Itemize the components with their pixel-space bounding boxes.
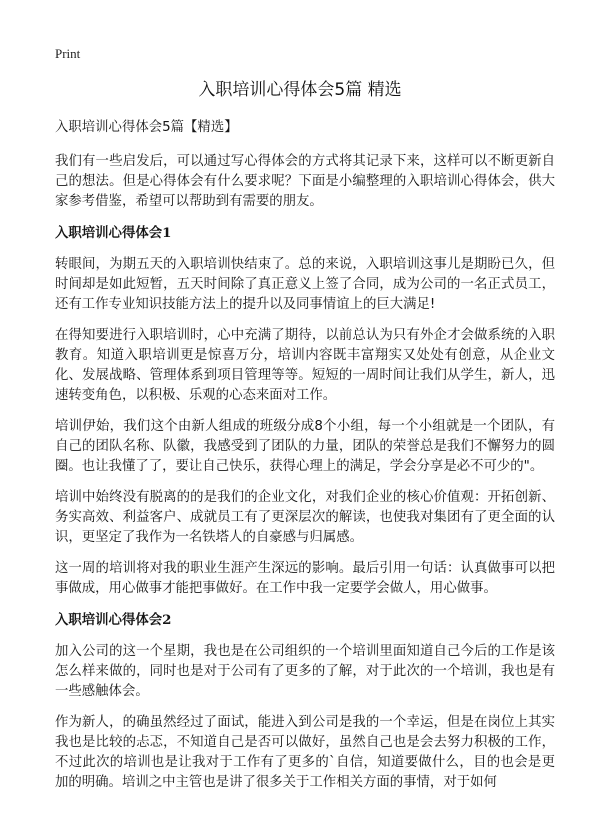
section-1-paragraph: 培训伊始，我们这个由新人组成的班级分成8个小组，每一个小组就是一个团队，有自己的团队名称、队徽，我感受到了团队的力量，团队的荣誉总是我们不懈努力的圆圈。也让我懂了了，要让自己快乐，获得心理上的满足，学会分享是必不可少的"。 [55, 419, 555, 474]
section-1-paragraph: 转眼间，为期五天的入职培训快结束了。总的来说，入职培训这事儿是期盼已久，但时间却是如此短暂，五天时间除了真正意义上签了合同，成为公司的一名正式员工，还有工作专业知识技能方法上的提升以及同事情谊上的巨大满足! [55, 257, 555, 312]
section-1-paragraph: 培训中始终没有脱离的的是我们的企业文化，对我们企业的核心价值观：开拓创新、务实高效、利益客户、成就员工有了更深层次的解读，也使我对集团有了更全面的认识，更坚定了我作为一名铁塔人的自豪感与归属感。 [55, 490, 555, 545]
intro-paragraph: 我们有一些启发后，可以通过写心得体会的方式将其记录下来，这样可以不断更新自己的想法。但是心得体会有什么要求呢？下面是小编整理的入职培训心得体会，供大家参考借鉴，希望可以帮助到有需要的朋友。 [55, 154, 555, 209]
section-1-paragraph: 这一周的培训将对我的职业生涯产生深远的影响。最后引用一句话：认真做事可以把事做成，用心做事才能把事做好。在工作中我一定要学会做人，用心做事。 [55, 561, 555, 596]
article-body [55, 118, 555, 804]
print-link[interactable]: Print [55, 46, 81, 61]
section-heading-1: 入职培训心得体会1 [55, 225, 172, 241]
section-2-paragraph: 加入公司的这一个星期，我也是在公司组织的一个培训里面知道自己今后的工作是该怎么样来做的，同时也是对于公司有了更多的了解，对于此次的一个培训，我也是有一些感触体会。 [55, 644, 555, 699]
page-title: 入职培训心得体会5篇 精选 [198, 80, 402, 100]
section-heading-2: 入职培训心得体会2 [55, 612, 172, 628]
article-subtitle: 入职培训心得体会5篇【精选】 [55, 120, 238, 135]
section-2-paragraph: 作为新人，的确虽然经过了面试，能进入到公司是我的一个幸运，但是在岗位上其实我也是比较的忐忑，不知道自己是否可以做好，虽然自己也是会去努力积极的工作，不过此次的培训也是让我对于工作有了更多的`自信，知道要做什么，目的也会是更加的明确。培训之中主管也是讲了很多关于工作相关方面的事情，对于如何 [55, 715, 555, 790]
section-1-paragraph: 在得知要进行入职培训时，心中充满了期待，以前总认为只有外企才会做系统的入职教育。知道入职培训更是惊喜万分，培训内容既丰富翔实又处处有创意，从企业文化、发展战略、管理体系到项目管理等等。短短的一周时间让我们从学生，新人，迅速转变角色，以积极、乐观的心态来面对工作。 [55, 328, 555, 403]
